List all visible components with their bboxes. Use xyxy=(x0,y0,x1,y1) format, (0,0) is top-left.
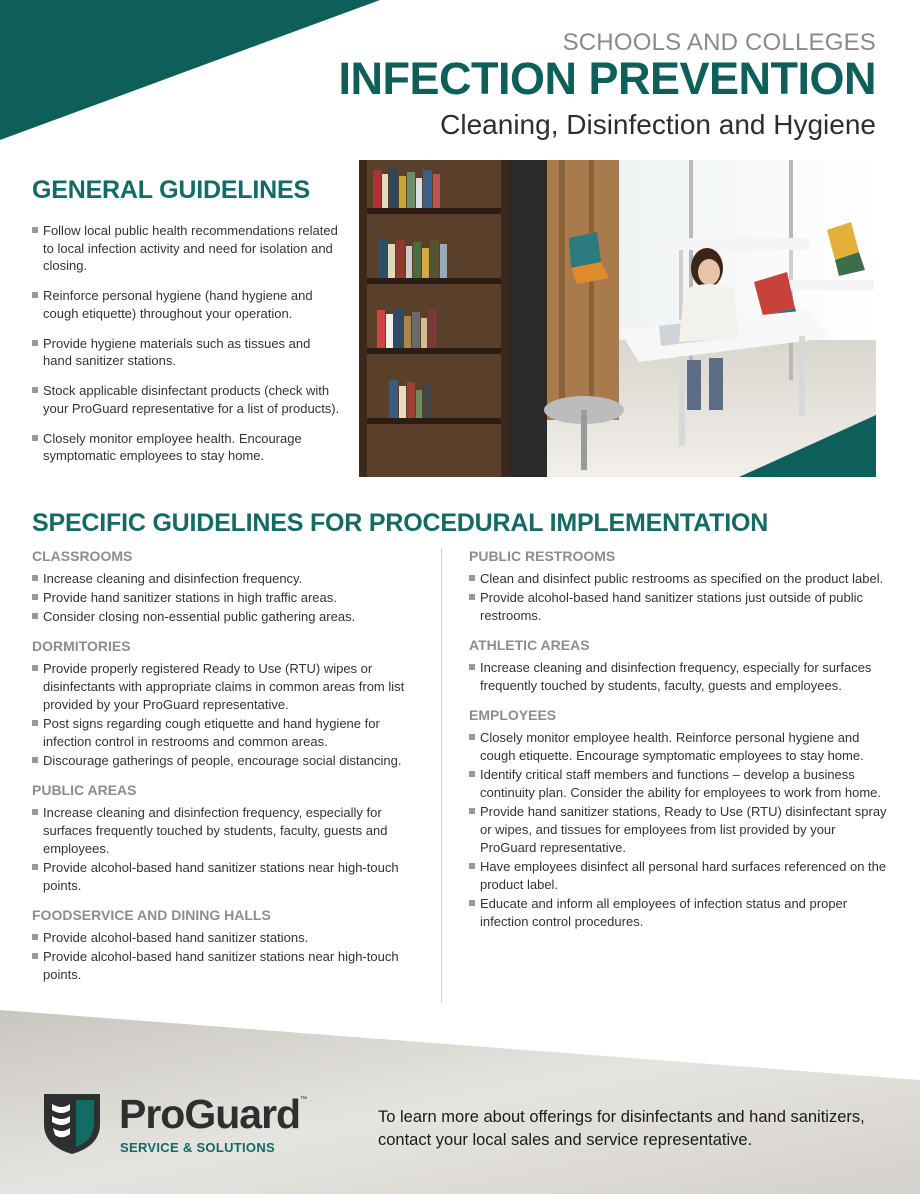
list-item: Closely monitor employee health. Reinforce personal hygiene and cough etiquette. Encourage symptomatic employees to stay home. xyxy=(469,729,889,765)
list-item: Provide alcohol-based hand sanitizer stations just outside of public restrooms. xyxy=(469,589,889,625)
foodservice-heading: FOODSERVICE AND DINING HALLS xyxy=(32,907,271,923)
employees-heading: EMPLOYEES xyxy=(469,707,557,723)
proguard-shield-icon xyxy=(40,1090,104,1156)
list-item: Provide hand sanitizer stations in high traffic areas. xyxy=(32,589,427,607)
list-item: Post signs regarding cough etiquette and hand hygiene for infection control in restrooms and common areas. xyxy=(32,715,427,751)
column-divider xyxy=(441,548,442,1003)
list-item: Provide alcohol-based hand sanitizer stations near high-touch points. xyxy=(32,859,427,895)
list-item: Identify critical staff members and functions – develop a business continuity plan. Consider the ability for employees to work from home. xyxy=(469,766,889,802)
public-restrooms-list xyxy=(469,570,889,625)
list-item: Discourage gatherings of people, encourage social distancing. xyxy=(32,752,427,770)
list-item: Provide hand sanitizer stations, Ready to Use (RTU) disinfectant spray or wipes, and tissues for employees from list provided by your ProGuard representative. xyxy=(469,803,889,857)
trademark-mark: ™ xyxy=(300,1096,307,1103)
foodservice-list xyxy=(32,929,427,984)
header xyxy=(338,30,876,144)
list-item: Educate and inform all employees of infection status and proper infection control procedures. xyxy=(469,895,889,931)
dormitories-list xyxy=(32,660,427,770)
list-item: Follow local public health recommendations related to local infection activity and need for isolation and closing. xyxy=(32,222,342,275)
list-item: Stock applicable disinfectant products (check with your ProGuard representative for a list of products). xyxy=(32,382,342,417)
list-item: Increase cleaning and disinfection frequency, especially for surfaces frequently touched by students, faculty, guests and employees. xyxy=(32,804,427,858)
footer-message: To learn more about offerings for disinfectants and hand sanitizers, contact your local sales and service representative. xyxy=(378,1108,865,1149)
general-guidelines-heading: GENERAL GUIDELINES xyxy=(32,176,310,204)
athletic-areas-heading: ATHLETIC AREAS xyxy=(469,637,590,653)
list-item: Provide properly registered Ready to Use (RTU) wipes or disinfectants with appropriate claims in common areas from list provided by your ProGuard representative. xyxy=(32,660,427,714)
general-guidelines-list xyxy=(32,222,342,477)
list-item: Consider closing non-essential public gathering areas. xyxy=(32,608,427,626)
list-item: Closely monitor employee health. Encourage symptomatic employees to stay home. xyxy=(32,430,342,465)
dormitories-heading: DORMITORIES xyxy=(32,638,131,654)
header-eyebrow: SCHOOLS AND COLLEGES xyxy=(562,29,876,56)
brand-tagline: SERVICE & SOLUTIONS xyxy=(120,1140,275,1155)
list-item: Provide hygiene materials such as tissues and hand sanitizer stations. xyxy=(32,335,342,370)
list-item: Increase cleaning and disinfection frequency. xyxy=(32,570,427,588)
list-item: Provide alcohol-based hand sanitizer stations near high-touch points. xyxy=(32,948,427,984)
list-item: Reinforce personal hygiene (hand hygiene and cough etiquette) throughout your operation. xyxy=(32,287,342,322)
right-column xyxy=(469,548,889,943)
list-item: Provide alcohol-based hand sanitizer stations. xyxy=(32,929,427,947)
page-subtitle: Cleaning, Disinfection and Hygiene xyxy=(440,109,876,140)
list-item: Clean and disinfect public restrooms as specified on the product label. xyxy=(469,570,889,588)
list-item: Increase cleaning and disinfection frequency, especially for surfaces frequently touched by students, faculty, guests and employees. xyxy=(469,659,889,695)
classrooms-list xyxy=(32,570,427,626)
classrooms-heading: CLASSROOMS xyxy=(32,548,133,564)
athletic-areas-list xyxy=(469,659,889,695)
public-areas-list xyxy=(32,804,427,895)
list-item: Have employees disinfect all personal hard surfaces referenced on the product label. xyxy=(469,858,889,894)
public-areas-heading: PUBLIC AREAS xyxy=(32,782,137,798)
page-title: INFECTION PREVENTION xyxy=(338,53,876,104)
public-restrooms-heading: PUBLIC RESTROOMS xyxy=(469,548,616,564)
classroom-photo xyxy=(359,160,876,477)
specific-guidelines-heading: SPECIFIC GUIDELINES FOR PROCEDURAL IMPLEMENTATION xyxy=(32,509,769,537)
left-column xyxy=(32,548,427,996)
corner-wedge xyxy=(0,0,380,140)
employees-list xyxy=(469,729,889,931)
brand-name: ProGuard xyxy=(119,1091,301,1137)
